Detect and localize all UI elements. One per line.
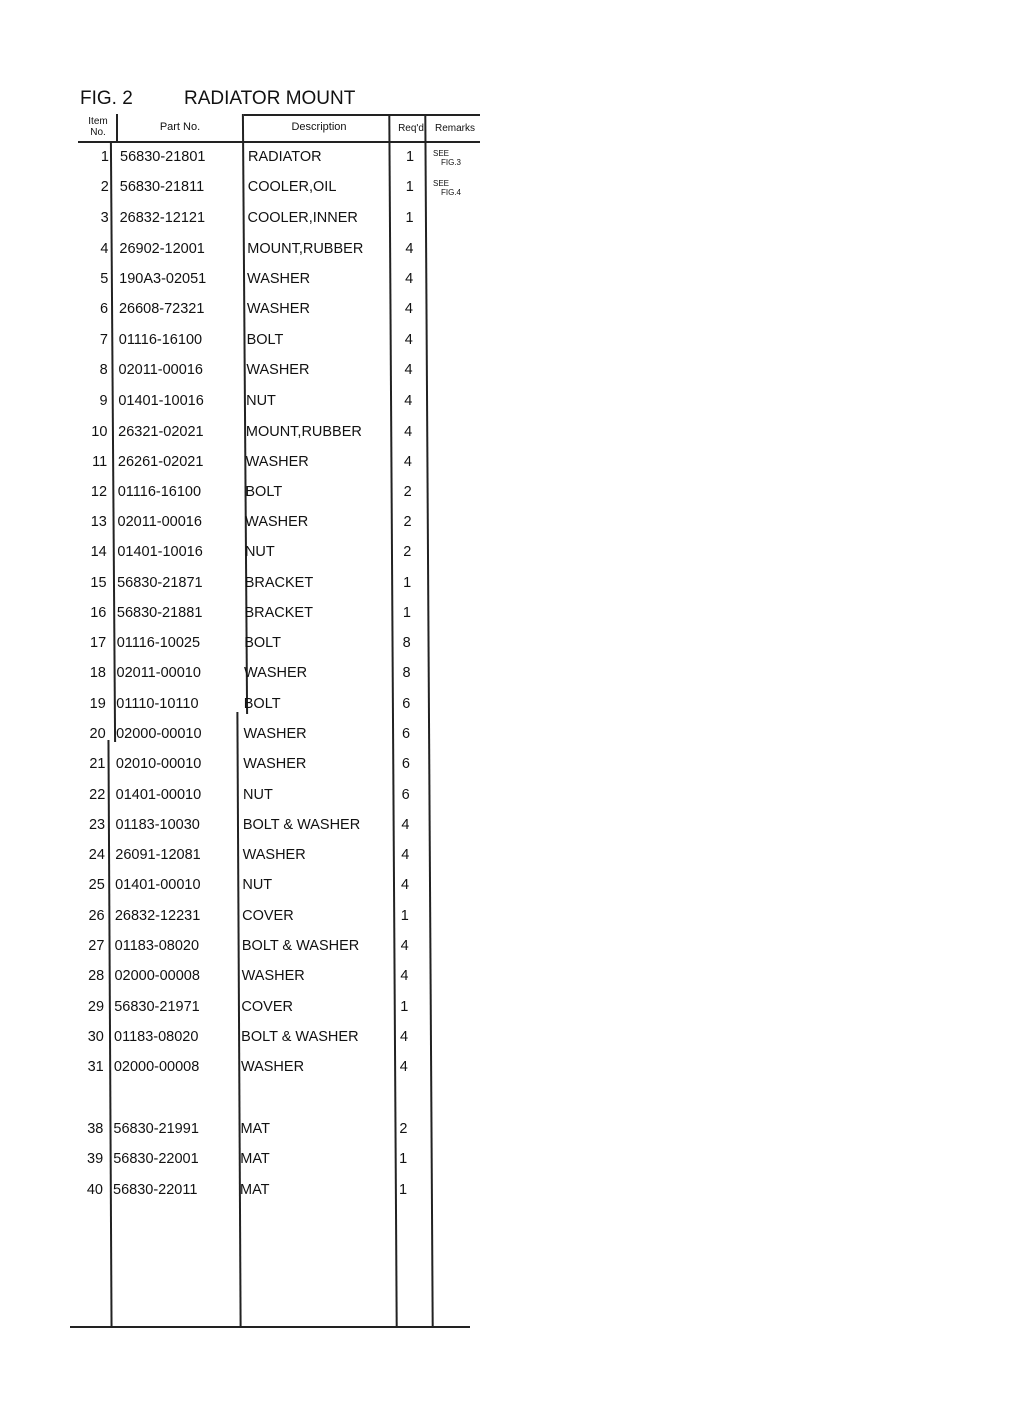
- description: WASHER: [242, 847, 306, 863]
- part-number: 56830-22001: [113, 1151, 199, 1167]
- description: NUT: [243, 787, 273, 803]
- description: BRACKET: [244, 605, 313, 621]
- quantity-required: 6: [402, 696, 411, 712]
- quantity-required: 4: [399, 1029, 409, 1045]
- description: RADIATOR: [248, 149, 322, 165]
- part-number: 01183-08020: [114, 938, 200, 954]
- item-number: 16: [90, 605, 107, 621]
- part-number: 01183-08020: [114, 1029, 199, 1045]
- part-number: 26091-12081: [115, 847, 201, 863]
- item-number: 2: [100, 179, 109, 195]
- description: MAT: [240, 1182, 270, 1198]
- part-number: 56830-21811: [119, 179, 205, 195]
- item-number: 38: [87, 1121, 104, 1137]
- part-number: 56830-21991: [113, 1121, 199, 1137]
- header-top-rule: [244, 114, 480, 116]
- quantity-required: 4: [404, 362, 413, 378]
- part-number: 01401-00010: [115, 877, 201, 893]
- column-divider-part-lower: [236, 712, 241, 1327]
- quantity-required: 4: [405, 271, 414, 287]
- quantity-required: 8: [402, 635, 411, 651]
- column-divider-item-lower2: [107, 740, 112, 1327]
- part-number: 02000-00008: [113, 1059, 200, 1075]
- item-number: 6: [100, 301, 109, 317]
- quantity-required: 4: [405, 241, 414, 257]
- item-number: 15: [90, 575, 107, 591]
- description: WASHER: [245, 454, 309, 470]
- item-number: 12: [90, 484, 108, 500]
- item-number: 1: [100, 149, 109, 165]
- item-number: 39: [87, 1151, 104, 1167]
- item-number: 30: [87, 1029, 104, 1045]
- quantity-required: 8: [402, 665, 411, 681]
- quantity-required: 1: [398, 1182, 408, 1198]
- part-number: 02011-00010: [116, 665, 201, 681]
- quantity-required: 1: [402, 605, 411, 621]
- item-number: 18: [89, 665, 106, 681]
- quantity-required: 1: [405, 210, 414, 226]
- quantity-required: 1: [400, 999, 409, 1015]
- part-number: 26832-12121: [119, 210, 206, 226]
- quantity-required: 2: [399, 1121, 408, 1137]
- figure-name: RADIATOR MOUNT: [184, 88, 356, 109]
- description: WASHER: [246, 301, 310, 317]
- description: BOLT & WASHER: [242, 817, 361, 833]
- column-divider-item-lower: [110, 142, 116, 742]
- item-number: 26: [88, 908, 105, 924]
- item-number: 22: [89, 787, 106, 803]
- quantity-required: 4: [404, 332, 413, 348]
- quantity-required: 4: [399, 1059, 408, 1075]
- part-number: 56830-21801: [120, 149, 206, 165]
- part-number: 02011-00016: [117, 514, 202, 530]
- description: WASHER: [240, 1059, 305, 1075]
- description: WASHER: [244, 665, 308, 681]
- quantity-required: 2: [403, 544, 412, 560]
- description: COVER: [242, 908, 294, 924]
- quantity-required: 1: [399, 1151, 408, 1167]
- description: COOLER,INNER: [247, 210, 358, 226]
- description: WASHER: [245, 514, 309, 530]
- item-number: 7: [99, 332, 108, 348]
- item-number: 9: [99, 393, 108, 409]
- quantity-required: 6: [401, 756, 410, 772]
- part-number: 01116-16100: [117, 484, 202, 500]
- part-number: 56830-22011: [113, 1182, 198, 1198]
- item-number: 19: [89, 696, 106, 712]
- description: NUT: [244, 544, 275, 560]
- description: MAT: [240, 1121, 270, 1137]
- item-number: 31: [87, 1059, 104, 1075]
- description: BOLT: [245, 484, 283, 500]
- column-divider-desc: [388, 114, 397, 1327]
- description: BOLT & WASHER: [241, 938, 360, 954]
- quantity-required: 4: [400, 968, 409, 984]
- figure-title: [80, 88, 355, 110]
- quantity-required: 1: [403, 575, 412, 591]
- item-number: 13: [90, 514, 107, 530]
- part-number: 26902-12001: [119, 241, 205, 257]
- item-number: 5: [100, 271, 109, 287]
- quantity-required: 6: [401, 787, 410, 803]
- part-number: 56830-21971: [114, 999, 200, 1015]
- quantity-required: 1: [405, 179, 414, 195]
- column-divider-item: [116, 114, 118, 142]
- item-number: 14: [90, 544, 107, 560]
- description: BOLT: [246, 332, 284, 348]
- description: WASHER: [246, 362, 310, 378]
- description: COVER: [241, 999, 293, 1015]
- item-number: 25: [88, 877, 105, 893]
- item-number: 23: [88, 817, 106, 833]
- part-number: 02010-00010: [115, 756, 202, 772]
- item-number: 4: [100, 241, 109, 257]
- item-number: 21: [89, 756, 106, 772]
- quantity-required: 4: [401, 847, 410, 863]
- description: MOUNT,RUBBER: [247, 241, 364, 257]
- remarks-note: SEE FIG.3: [433, 149, 462, 167]
- part-number: 56830-21881: [116, 605, 203, 621]
- part-number: 26261-02021: [117, 454, 204, 470]
- figure-label: FIG. 2: [80, 88, 133, 109]
- part-number: 01401-10016: [118, 393, 204, 409]
- quantity-required: 4: [400, 938, 409, 954]
- description: WASHER: [247, 271, 311, 287]
- description: COOLER,OIL: [247, 179, 337, 195]
- part-number: 190A3-02051: [119, 271, 207, 287]
- column-divider-req: [424, 114, 433, 1327]
- part-number: 01110-10110: [116, 696, 199, 712]
- quantity-required: 4: [401, 877, 410, 893]
- part-number: 01116-10025: [116, 635, 201, 651]
- description: MAT: [240, 1151, 270, 1167]
- item-number: 10: [91, 424, 108, 440]
- description: NUT: [246, 393, 276, 409]
- quantity-required: 1: [400, 908, 409, 924]
- description: MOUNT,RUBBER: [245, 424, 362, 440]
- part-number: 56830-21871: [117, 575, 203, 591]
- description: NUT: [242, 877, 273, 893]
- quantity-required: 4: [404, 424, 413, 440]
- item-number: 3: [100, 210, 109, 226]
- header-remarks: Remarks: [434, 123, 475, 134]
- item-number: 27: [88, 938, 105, 954]
- header-bottom-rule: [78, 141, 480, 143]
- item-number: 8: [99, 362, 108, 378]
- description: WASHER: [243, 726, 307, 742]
- item-number: 17: [90, 635, 107, 651]
- part-number: 01183-10030: [115, 817, 200, 833]
- table-bottom-rule: [70, 1326, 470, 1328]
- part-number: 02011-00016: [118, 362, 203, 378]
- header-req: Req'd: [398, 123, 424, 134]
- part-number: 26832-12231: [114, 908, 201, 924]
- quantity-required: 2: [403, 484, 412, 500]
- quantity-required: 4: [403, 454, 412, 470]
- item-number: 28: [88, 968, 105, 984]
- part-number: 02000-00008: [114, 968, 200, 984]
- description: BOLT: [243, 696, 281, 712]
- description: BOLT: [244, 635, 282, 651]
- part-number: 01401-00010: [115, 787, 202, 803]
- quantity-required: 2: [403, 514, 412, 530]
- quantity-required: 4: [404, 301, 413, 317]
- description: BRACKET: [244, 575, 314, 591]
- part-number: 01116-16100: [118, 332, 203, 348]
- quantity-required: 4: [401, 817, 410, 833]
- item-number: 29: [87, 999, 105, 1015]
- header-part: Part No.: [159, 121, 201, 133]
- description: WASHER: [243, 756, 307, 772]
- item-number: 11: [92, 454, 108, 470]
- part-number: 02000-00010: [116, 726, 202, 742]
- header-item: Item No.: [88, 116, 108, 138]
- quantity-required: 6: [402, 726, 411, 742]
- quantity-required: 1: [405, 149, 415, 165]
- part-number: 26321-02021: [118, 424, 204, 440]
- part-number: 01401-10016: [117, 544, 203, 560]
- column-divider-part: [242, 114, 248, 714]
- item-number: 20: [89, 726, 106, 742]
- header-description: Description: [291, 121, 347, 133]
- part-number: 26608-72321: [118, 301, 205, 317]
- description: WASHER: [241, 968, 305, 984]
- remarks-note: SEE FIG.4: [433, 179, 462, 197]
- quantity-required: 4: [404, 393, 413, 409]
- description: BOLT & WASHER: [241, 1029, 359, 1045]
- item-number: 24: [88, 847, 105, 863]
- item-number: 40: [86, 1182, 103, 1198]
